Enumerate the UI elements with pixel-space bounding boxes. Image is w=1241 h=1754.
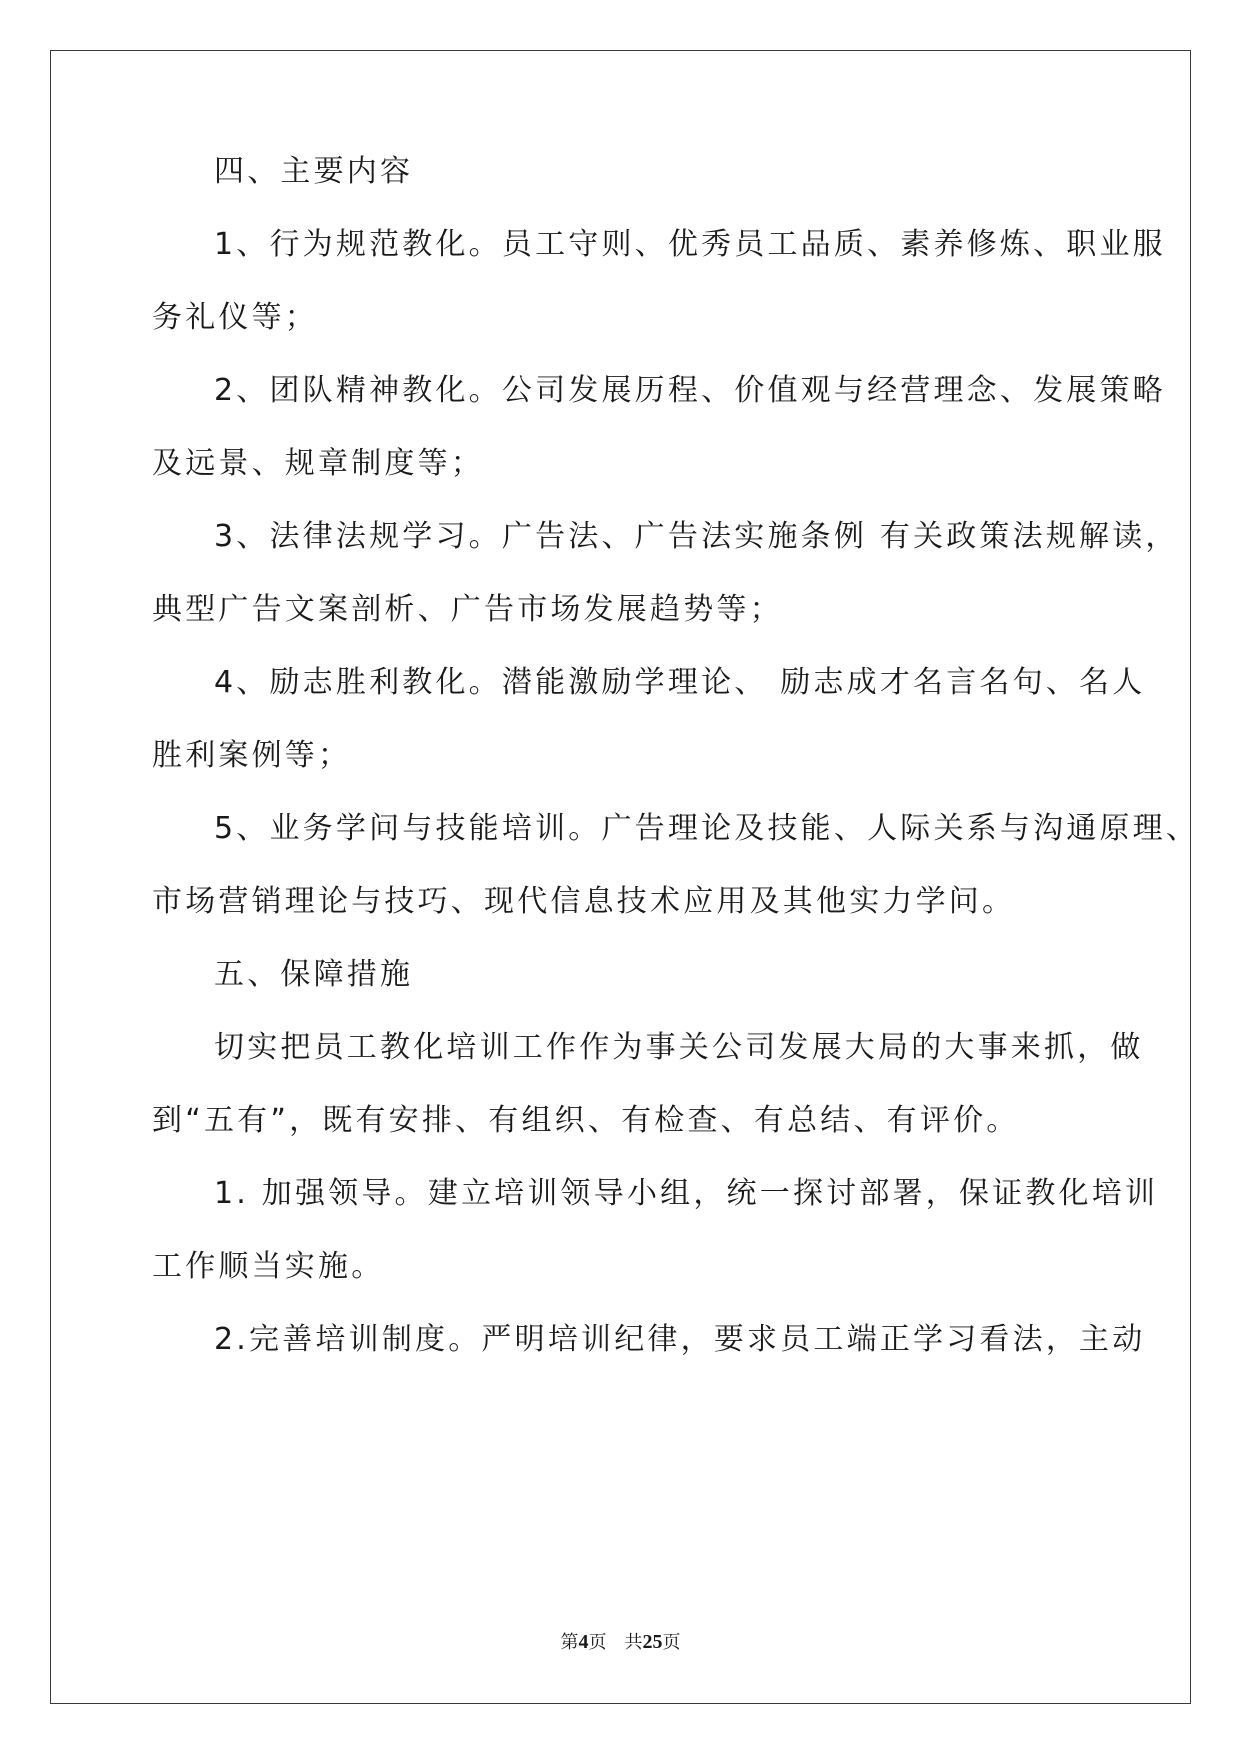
footer-prefix: 第 — [560, 1632, 579, 1653]
paragraph-line: 2、团队精神教化。公司发展历程、价值观与经营理念、发展策略 — [214, 373, 1166, 408]
section-heading: 四、主要内容 — [214, 154, 414, 189]
paragraph-line: 胜利案例等； — [152, 738, 352, 773]
section-heading: 五、保障措施 — [214, 957, 414, 992]
paragraph-line: 3、法律法规学习。广告法、广告法实施条例 有关政策法规解读， — [214, 519, 1179, 554]
footer-total-prefix: 共 — [624, 1632, 643, 1653]
footer-total-suffix: 页 — [662, 1632, 681, 1653]
paragraph-line: 切实把员工教化培训工作作为事关公司发展大局的大事来抓，做 — [214, 1030, 1144, 1065]
paragraph-line: 典型广告文案剖析、广告市场发展趋势等； — [152, 592, 783, 627]
footer-page-suffix: 页 — [588, 1632, 607, 1653]
paragraph-line: 市场营销理论与技巧、现代信息技术应用及其他实力学问。 — [152, 884, 1016, 919]
paragraph-line: 2.完善培训制度。严明培训纪律，要求员工端正学习看法，主动 — [214, 1322, 1146, 1357]
total-page-number: 25 — [642, 1631, 663, 1653]
paragraph-line: 工作顺当实施。 — [152, 1249, 385, 1284]
paragraph-line: 1、行为规范教化。员工守则、优秀员工品质、素养修炼、职业服 — [214, 227, 1166, 262]
current-page-number: 4 — [578, 1631, 589, 1653]
page-footer — [0, 1630, 1241, 1655]
paragraph-line: 4、励志胜利教化。潜能激励学理论、 励志成才名言名句、名人 — [214, 665, 1146, 700]
paragraph-line: 务礼仪等； — [152, 300, 318, 335]
paragraph-line: 1. 加强领导。建立培训领导小组，统一探讨部署，保证教化培训 — [214, 1176, 1159, 1211]
paragraph-line: 5、业务学问与技能培训。广告理论及技能、人际关系与沟通原理、 — [214, 811, 1200, 846]
paragraph-line: 到“五有”，既有安排、有组织、有检查、有总结、有评价。 — [152, 1103, 1020, 1138]
paragraph-line: 及远景、规章制度等； — [152, 446, 484, 481]
